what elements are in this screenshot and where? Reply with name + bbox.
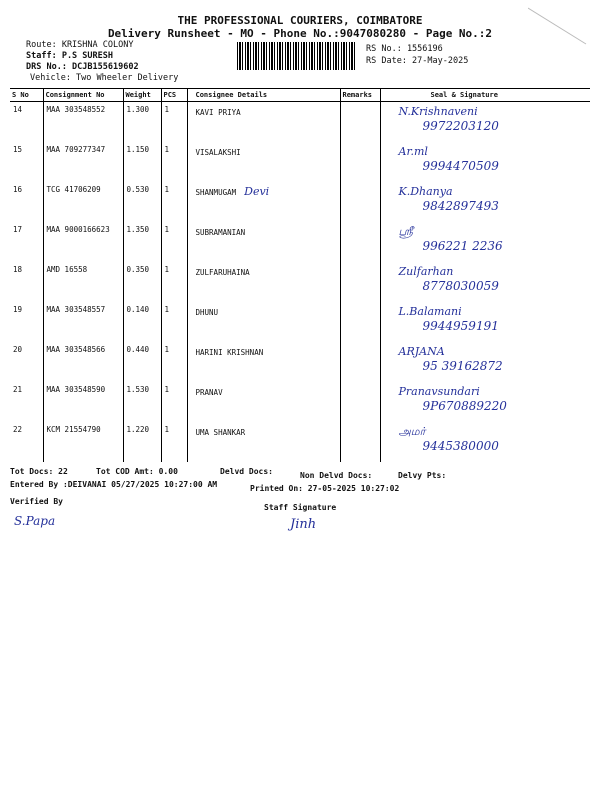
- rs-date: RS Date: 27-May-2025: [366, 56, 469, 66]
- row-consignment-no: [43, 342, 123, 382]
- total-cod: Tot COD Amt: 0.00: [96, 467, 178, 476]
- row-pcs: [161, 142, 187, 182]
- row-consignment-no-text: MAA 709277347: [46, 145, 106, 154]
- row-pcs-text: 1: [164, 265, 170, 274]
- row-sno: [10, 182, 43, 222]
- row-signature: [380, 262, 590, 302]
- row-weight-text: 0.140: [126, 305, 150, 314]
- col-consignee: Consignee Details: [187, 89, 340, 102]
- row-sno: [10, 382, 43, 422]
- row-signature: [380, 422, 590, 462]
- row-sno: [10, 342, 43, 382]
- handwritten-signature: Zulfarhan: [398, 265, 454, 278]
- row-weight: [123, 382, 161, 422]
- row-sno: [10, 222, 43, 262]
- row-signature: [380, 182, 590, 222]
- handwritten-signature: ஸ்ரீ: [398, 225, 413, 238]
- handwritten-phone: 95 39162872: [422, 359, 503, 373]
- row-sno-text: 20: [13, 345, 23, 354]
- row-sno-text: 16: [13, 185, 23, 194]
- row-weight: [123, 182, 161, 222]
- row-consignee: [187, 422, 340, 462]
- row-consignment-no: [43, 422, 123, 462]
- handwritten-phone: 8778030059: [422, 279, 499, 293]
- row-pcs: [161, 102, 187, 143]
- handwritten-signature: K.Dhanya: [398, 185, 453, 198]
- row-consignment-no-text: MAA 303548590: [46, 385, 106, 394]
- row-signature: [380, 382, 590, 422]
- row-consignment-no-text: MAA 303548557: [46, 305, 106, 314]
- staff-signature-label: Staff Signature: [264, 503, 337, 512]
- row-pcs-text: 1: [164, 345, 170, 354]
- row-weight: [123, 142, 161, 182]
- row-consignee-text: HARINI KRISHNAN: [195, 348, 264, 357]
- row-pcs: [161, 382, 187, 422]
- vehicle-label: Vehicle: Two Wheeler Delivery: [30, 73, 179, 83]
- handwritten-signature: L.Balamani: [398, 305, 462, 318]
- handwritten-signature: அமர்: [398, 425, 426, 438]
- row-consignment-no: [43, 142, 123, 182]
- row-weight: [123, 302, 161, 342]
- row-pcs: [161, 342, 187, 382]
- row-consignee: [187, 142, 340, 182]
- row-weight: [123, 222, 161, 262]
- table-row: [10, 102, 590, 143]
- row-consignment-no-text: MAA 9000166623: [46, 225, 110, 234]
- row-sno-text: 17: [13, 225, 23, 234]
- row-consignee: [187, 182, 340, 222]
- row-consignee: [187, 102, 340, 143]
- row-consignment-no: [43, 302, 123, 342]
- row-sno-text: 21: [13, 385, 23, 394]
- route-label: Route: KRISHNA COLONY: [26, 40, 134, 50]
- row-sno-text: 22: [13, 425, 23, 434]
- row-remarks: [340, 262, 380, 302]
- table-row: [10, 342, 590, 382]
- row-signature: [380, 222, 590, 262]
- verifier-signature: S.Papa: [14, 514, 56, 528]
- row-pcs-text: 1: [164, 185, 170, 194]
- col-weight: Weight: [123, 89, 161, 102]
- table-row: [10, 182, 590, 222]
- row-consignment-no: [43, 182, 123, 222]
- row-consignee-text: UMA SHANKAR: [195, 428, 246, 437]
- row-consignee-text: VISALAKSHI: [195, 148, 241, 157]
- handwritten-phone: 9944959191: [422, 319, 499, 333]
- runsheet-table: [10, 88, 590, 462]
- row-weight: [123, 102, 161, 143]
- row-consignment-no: [43, 222, 123, 262]
- row-sno-text: 19: [13, 305, 23, 314]
- row-consignee-text: SHANMUGAM: [195, 188, 237, 197]
- staff-label: Staff: P.S SURESH: [26, 51, 113, 61]
- row-pcs-text: 1: [164, 385, 170, 394]
- handwritten-signature: N.Krishnaveni: [398, 105, 478, 118]
- col-consignment: Consignment No: [43, 89, 123, 102]
- row-weight-text: 1.300: [126, 105, 150, 114]
- row-pcs: [161, 262, 187, 302]
- row-pcs: [161, 422, 187, 462]
- verified-by-label: Verified By: [10, 497, 63, 506]
- row-consignment-no-text: MAA 303548566: [46, 345, 106, 354]
- row-weight-text: 1.150: [126, 145, 150, 154]
- row-remarks: [340, 222, 380, 262]
- row-sno: [10, 142, 43, 182]
- row-remarks: [340, 182, 380, 222]
- col-sno: S No: [10, 89, 43, 102]
- handwritten-phone: 9842897493: [422, 199, 499, 213]
- handwritten-phone: 9P670889220: [422, 399, 507, 413]
- row-consignee: [187, 342, 340, 382]
- row-remarks: [340, 382, 380, 422]
- row-consignee-text: KAVI PRIYA: [195, 108, 241, 117]
- row-pcs: [161, 222, 187, 262]
- row-consignment-no-text: AMD 16558: [46, 265, 88, 274]
- row-pcs: [161, 182, 187, 222]
- row-sno: [10, 422, 43, 462]
- row-weight-text: 0.440: [126, 345, 150, 354]
- table-header-row: [10, 89, 590, 102]
- row-remarks: [340, 142, 380, 182]
- col-signature: Seal & Signature: [380, 89, 590, 102]
- table-row: [10, 142, 590, 182]
- company-title: THE PROFESSIONAL COURIERS, COIMBATORE: [177, 14, 423, 27]
- handwritten-signature: Pranavsundari: [398, 385, 480, 398]
- row-consignee: [187, 382, 340, 422]
- row-consignee: [187, 222, 340, 262]
- delivered-docs: Delvd Docs:: [220, 467, 273, 476]
- row-weight-text: 0.530: [126, 185, 150, 194]
- col-pcs: PCS: [161, 89, 187, 102]
- row-pcs-text: 1: [164, 225, 170, 234]
- delivery-points: Delvy Pts:: [398, 471, 447, 480]
- row-weight-text: 1.350: [126, 225, 150, 234]
- row-pcs-text: 1: [164, 305, 170, 314]
- row-remarks: [340, 342, 380, 382]
- total-docs: Tot Docs: 22: [10, 467, 68, 476]
- row-consignee-text: DHUNU: [195, 308, 219, 317]
- handwritten-phone: 9972203120: [422, 119, 499, 133]
- table-row: [10, 422, 590, 462]
- handwritten-signature: Ar.ml: [398, 145, 428, 158]
- row-signature: [380, 302, 590, 342]
- handwritten-phone: 9994470509: [422, 159, 499, 173]
- row-pcs-text: 1: [164, 425, 170, 434]
- row-signature: [380, 102, 590, 143]
- drs-number: DRS No.: DCJB155619602: [26, 62, 139, 72]
- barcode: [237, 42, 355, 70]
- row-sno-text: 18: [13, 265, 23, 274]
- row-sno-text: 15: [13, 145, 23, 154]
- handwritten-phone: 9445380000: [422, 439, 499, 453]
- row-consignment-no-text: MAA 303548552: [46, 105, 106, 114]
- row-consignment-no: [43, 262, 123, 302]
- row-sno: [10, 102, 43, 143]
- row-remarks: [340, 302, 380, 342]
- row-consignment-no-text: KCM 21554790: [46, 425, 101, 434]
- row-signature: [380, 342, 590, 382]
- row-pcs-text: 1: [164, 105, 170, 114]
- row-weight: [123, 342, 161, 382]
- row-pcs-text: 1: [164, 145, 170, 154]
- entered-by: Entered By :DEIVANAI 05/27/2025 10:27:00 AM: [10, 480, 218, 489]
- row-consignee: [187, 262, 340, 302]
- row-remarks: [340, 102, 380, 143]
- rs-number: RS No.: 1556196: [366, 44, 443, 54]
- handwritten-signature: ARJANA: [398, 345, 445, 358]
- row-consignment-no: [43, 382, 123, 422]
- table-row: [10, 302, 590, 342]
- row-sno-text: 14: [13, 105, 23, 114]
- row-consignee-text: SUBRAMANIAN: [195, 228, 246, 237]
- row-remarks: [340, 422, 380, 462]
- row-weight-text: 0.350: [126, 265, 150, 274]
- runsheet-subtitle: Delivery Runsheet - MO - Phone No.:9047080280 - Page No.:2: [107, 27, 493, 40]
- table-row: [10, 382, 590, 422]
- table-row: [10, 262, 590, 302]
- row-consignee: [187, 302, 340, 342]
- row-weight: [123, 262, 161, 302]
- handwritten-note: Devi: [244, 185, 270, 198]
- row-consignee-text: ZULFARUHAINA: [195, 268, 250, 277]
- handwritten-phone: 996221 2236: [422, 239, 503, 253]
- row-consignee-text: PRANAV: [195, 388, 223, 397]
- row-sno: [10, 302, 43, 342]
- row-consignment-no-text: TCG 41706209: [46, 185, 101, 194]
- row-consignment-no: [43, 102, 123, 143]
- staff-signature: Jinh: [290, 517, 317, 532]
- row-weight: [123, 422, 161, 462]
- row-signature: [380, 142, 590, 182]
- row-sno: [10, 262, 43, 302]
- col-remarks: Remarks: [340, 89, 380, 102]
- non-delivered-docs: Non Delvd Docs:: [300, 471, 373, 480]
- row-weight-text: 1.530: [126, 385, 150, 394]
- printed-on: Printed On: 27-05-2025 10:27:02: [250, 484, 400, 493]
- row-weight-text: 1.220: [126, 425, 150, 434]
- table-row: [10, 222, 590, 262]
- row-pcs: [161, 302, 187, 342]
